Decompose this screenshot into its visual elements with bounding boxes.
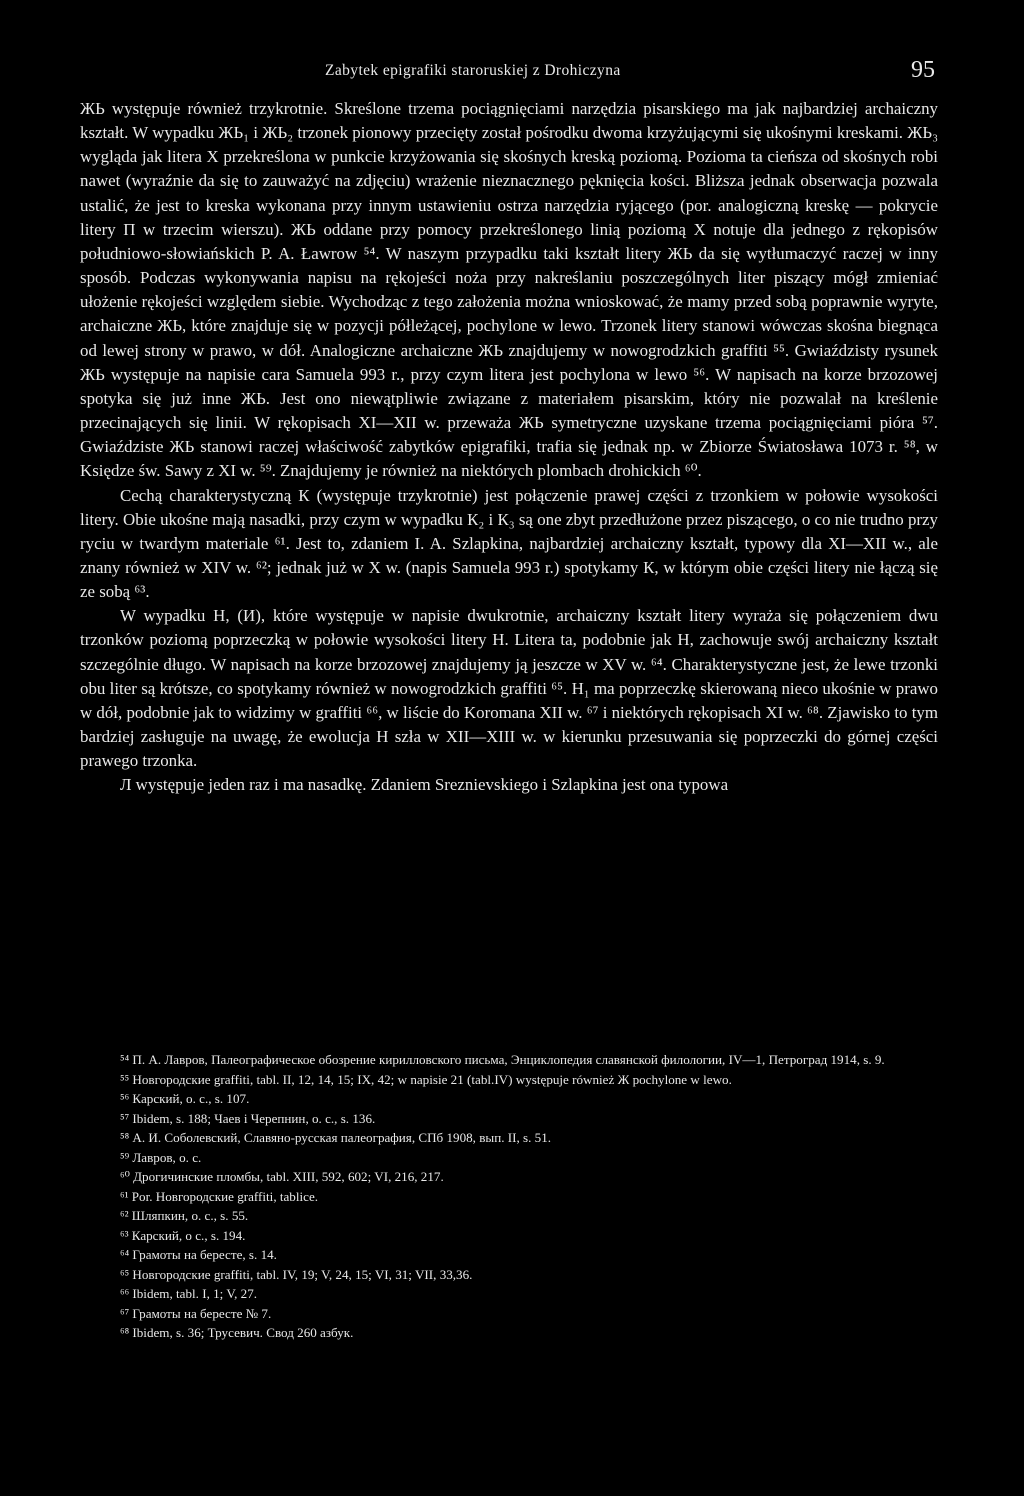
footnote: ⁶⁸ Ibidem, s. 36; Трусевич. Свод 260 азбук. bbox=[120, 1325, 354, 1340]
footnote: ⁶⁰ Дрогичинские пломбы, tabl. XIII, 592, 602; VI, 216, 217. bbox=[120, 1169, 444, 1184]
footnote: ⁵⁴ П. А. Лавров, Палеографическое обозрение кирилловского письма, Энциклопедия славянской филологии, IV—1, Петроград 1914, s. 9. bbox=[120, 1052, 885, 1067]
footnote: ⁶⁷ Грамоты на бересте № 7. bbox=[120, 1305, 272, 1321]
paragraph: W wypadku Н, (И), które występuje w napisie dwukrotnie, archaiczny kształt litery wyraża się połączeniem dwu trzonków poziomą poprzeczką w połowie wysokości litery Н. Litera ta, podobnie jak Н, zachowuje swój archaiczny kształt szczególnie długo. W napisach na korze brzozowej znajdujemy ją jeszcze w XV w. ⁶⁴. Charakterystyczne jest, że lewe trzonki obu liter są krótsze, co spotykamy również w nowogrodzkich graffiti ⁶⁵. Н₁ ma poprzeczkę skierowaną nieco ukośnie w prawo w dół, podobnie jak to widzimy w graffiti ⁶⁶, w liście do Koromana XII w. ⁶⁷ i niektórych rękopisach XI w. ⁶⁸. Zjawisko to tym bardziej zasługuje na uwagę, że ewolucja Н szła w XII—XIII w. w kierunku przesuwania się poprzeczki do górnej części prawego trzonka. bbox=[80, 606, 938, 771]
page-number: 95 bbox=[911, 57, 935, 83]
paragraph: ЖЬ występuje również trzykrotnie. Skreślone trzema pociągnięciami narzędzia pisarskiego ma jak najbardziej archaiczny kształt. W wypadku ЖЬ₁ i ЖЬ₂ trzonek pionowy przecięty został pośrodku dwoma krzyżującymi się ukośnymi kreskami. ЖЬ₃ wygląda jak litera Х przekreślona w punkcie krzyżowania się skośnych kreską poziomą. Pozioma ta cieńsza od skośnych robi nawet (wyraźnie da się to zauważyć na zdjęciu) wrażenie nieznacznego pęknięcia kości. Bliższa jednak obserwacja pozwala ustalić, że jest to kreska wykonana przy innym ustawieniu ostrza narzędzia ryjącego (por. analogiczną kreskę — pokrycie litery П w trzecim wierszu). ЖЬ oddane przy pomocy przekreślonego linią poziomą Х notuje dla jednego z rękopisów południowo-słowiańskich P. A. Ławrow ⁵⁴. W naszym przypadku taki kształt litery ЖЬ da się wytłumaczyć raczej w inny sposób. Podczas wykonywania napisu na rękojeści noża przy nakreślaniu poszczególnych liter piszący mógł zmieniać ułożenie rękojeści względem siebie. Wychodząc z tego założenia można wnioskować, że mamy przed sobą poprawnie wyryte, archaiczne ЖЬ, które znajduje się w pozycji półleżącej, pochylone w lewo. Trzonek litery stanowi wówczas skośna biegnąca od lewej strony w prawo, w dół. Analogiczne archaiczne ЖЬ znajdujemy w nowogrodzkich graffiti ⁵⁵. Gwiaździsty rysunek ЖЬ występuje na napisie cara Samuela 993 r., przy czym litera jest pochylona w lewo ⁵⁶. W napisach na korze brzozowej spotyka się już inne ЖЬ. Jest ono niewątpliwie związane z materiałem pisarskim, który nie pozwalał na kreślenie przecinających się linii. W rękopisach XI—XII w. przeważa ЖЬ symetryczne uzyskane trzema pociągnięciami pióra ⁵⁷. Gwiaździste ЖЬ stanowi raczej właściwość zabytków epigrafiki, trafia się jednak np. w Zbiorze Światosława 1073 r. ⁵⁸, w Księdze św. Sawy z XI w. ⁵⁹. Znajdujemy je również na niektórych plombach drohickich ⁶⁰. bbox=[80, 99, 938, 481]
footnotes bbox=[80, 1050, 940, 1343]
paragraph: Cechą charakterystyczną К (występuje trzykrotnie) jest połączenie prawej części z trzonkiem w połowie wysokości litery. Obie ukośne mają nasadki, przy czym w wypadku К₂ i К₃ są one zbyt przedłużone przez piszącego, o co nie trudno przy ryciu w twardym materiale ⁶¹. Jest to, zdaniem I. A. Szlapkina, najbardziej archaiczny kształt, typowy dla XI—XII w., ale znany również w XIV w. ⁶²; jednak już w X w. (napis Samuela 993 r.) spotykamy К, w którym obie części litery nie łączą się ze sobą ⁶³. bbox=[80, 485, 938, 602]
footnote: ⁵⁶ Карский, o. c., s. 107. bbox=[120, 1091, 250, 1106]
footnote: ⁶⁴ Грамоты на бересте, s. 14. bbox=[120, 1247, 277, 1262]
footnote: ⁶¹ Por. Новгородские graffiti, tablice. bbox=[120, 1188, 319, 1204]
running-title: Zabytek epigrafiki staroruskiej z Drohiczyna bbox=[325, 62, 621, 79]
paragraph: Л występuje jeden raz i ma nasadkę. Zdaniem Sreznievskiego i Szlapkina jest ona typowa bbox=[120, 775, 729, 795]
footnote: ⁶² Шляпкин, o. c., s. 55. bbox=[120, 1208, 249, 1223]
page-header bbox=[80, 57, 935, 90]
footnote: ⁶³ Карский, o c., s. 194. bbox=[120, 1227, 246, 1243]
footnote: ⁵⁷ Ibidem, s. 188; Чаев i Черепнин, o. c., s. 136. bbox=[120, 1110, 376, 1126]
footnote: ⁵⁹ Лавров, o. c. bbox=[120, 1149, 202, 1165]
footnote: ⁵⁵ Новгородские graffiti, tabl. II, 12, 14, 15; IX, 42; w napisie 21 (tabl.IV) występuje również Ж pochylone w lewo. bbox=[120, 1071, 732, 1087]
footnote: ⁵⁸ А. И. Соболевский, Славяно-русская палеография, СПб 1908, вып. II, s. 51. bbox=[120, 1130, 552, 1145]
footnote: ⁶⁶ Ibidem, tabl. I, 1; V, 27. bbox=[120, 1286, 258, 1301]
body-text bbox=[80, 97, 938, 798]
footnote: ⁶⁵ Новгородские graffiti, tabl. IV, 19; V, 24, 15; VI, 31; VII, 33,36. bbox=[120, 1266, 473, 1282]
